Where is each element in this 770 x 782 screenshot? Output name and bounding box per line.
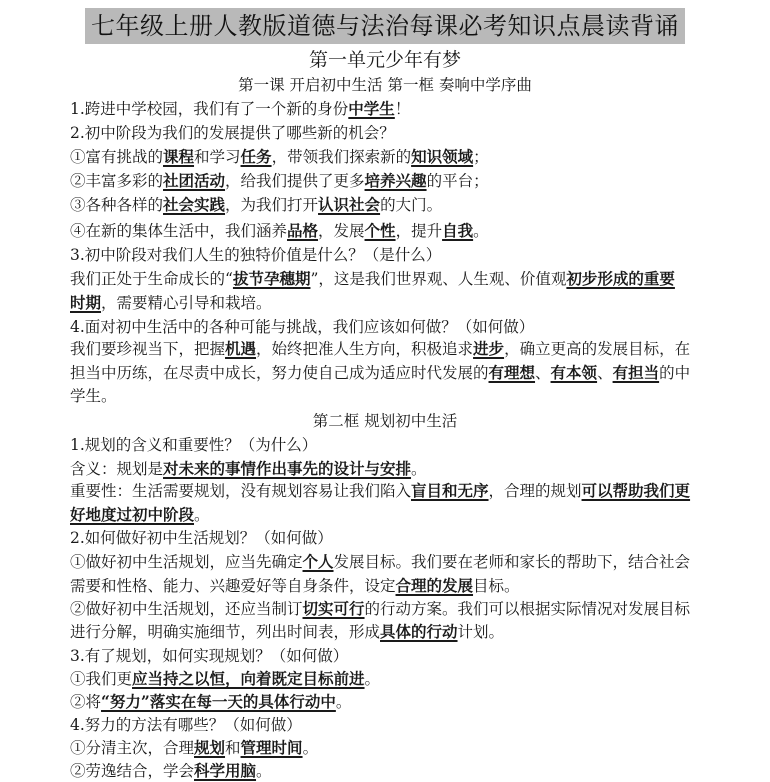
key-term: “努力”落实在每一天的具体行动中	[101, 692, 336, 711]
text-line	[70, 244, 720, 266]
text-segment: 。	[194, 506, 210, 524]
key-term: 对未来的事情作出事先的设计与安排	[163, 459, 412, 478]
text-segment: ，确立更高的发展目标，在	[504, 340, 691, 358]
section2-heading: 第二框 规划初中生活	[312, 412, 458, 430]
text-line	[70, 458, 720, 480]
text-segment: ，给我们提供了更多	[225, 172, 365, 190]
text-segment: 。	[364, 670, 381, 688]
text-segment: 、	[535, 364, 551, 382]
key-term: 认识社会	[318, 195, 381, 214]
text-segment: ，提升	[395, 222, 443, 240]
text-segment: 重要性：生活需要规划，没有规划容易让我们陷入	[70, 482, 412, 500]
key-term: 盲目和无序	[411, 481, 489, 500]
text-segment: ②将	[70, 693, 102, 711]
text-segment: 发展目标。我们要在老师和家长的帮助下，结合社会	[333, 553, 691, 571]
text-segment: 3.初中阶段对我们人生的独特价值是什么？（是什么）	[70, 246, 442, 264]
unit-heading: 第一单元少年有梦	[308, 49, 461, 71]
text-segment: 4.面对初中生活中的各种可能与挑战，我们应该如何做？（如何做）	[70, 318, 535, 336]
text-segment: ，需要精心引导和栽培。	[101, 294, 272, 312]
text-segment: ！	[394, 100, 411, 118]
text-line	[70, 316, 720, 338]
text-line	[70, 122, 720, 144]
key-term: 可以帮助我们更	[581, 481, 691, 500]
key-term: 有本领	[550, 363, 598, 382]
text-segment: ①做好初中生活规划，应当先确定	[70, 553, 303, 571]
text-line	[70, 385, 720, 407]
text-segment: ①富有挑战的	[70, 148, 164, 166]
document-title: 七年级上册人教版道德与法治每课必考知识点晨读背诵	[85, 8, 685, 44]
text-segment: ②丰富多彩的	[70, 172, 164, 190]
text-segment: 2.初中阶段为我们的发展提供了哪些新的机会？	[70, 124, 395, 142]
text-segment: 需要和性格、能力、兴趣爱好等自身条件，设定	[70, 577, 396, 595]
key-term: 切实可行	[302, 599, 365, 618]
text-segment: 和	[225, 739, 241, 757]
text-segment: ”，这是我们世界观、人生观、价值观	[310, 270, 567, 288]
key-term: 管理时间	[240, 738, 303, 757]
text-line	[70, 551, 720, 573]
text-line	[70, 645, 720, 667]
text-segment: ；	[473, 148, 489, 166]
key-term: 任务	[240, 147, 272, 166]
text-segment: 4.努力的方法有哪些？（如何做）	[70, 716, 302, 734]
title-block	[0, 8, 770, 44]
text-segment: 的大门。	[380, 196, 443, 214]
text-segment: 。	[335, 693, 352, 711]
text-segment: ①我们更	[70, 670, 133, 688]
text-segment: 1.规划的含义和重要性？（为什么）	[70, 436, 318, 454]
text-segment: 进行分解，明确实施细节，列出时间表，形成	[70, 623, 381, 641]
text-segment: 2.如何做好初中生活规划？（如何做）	[70, 529, 333, 547]
text-segment: ，始终把准人生方向，积极追求	[256, 340, 474, 358]
text-segment: 3.有了规划，如何实现规划？（如何做）	[70, 647, 349, 665]
key-term: 课程	[163, 147, 195, 166]
text-line	[70, 737, 720, 759]
key-term: 机遇	[225, 339, 257, 358]
key-term: 规划	[194, 738, 226, 757]
text-segment: 。	[302, 739, 319, 757]
key-term: 拔节孕穗期	[232, 269, 311, 288]
text-segment: 目标。	[473, 577, 520, 595]
text-line	[70, 292, 720, 314]
text-line	[70, 714, 720, 736]
text-line	[70, 146, 720, 168]
key-term: 有理想	[488, 363, 536, 382]
key-term: 自我	[442, 221, 474, 240]
text-segment: 、	[597, 364, 613, 382]
text-segment: ，发展	[318, 222, 365, 240]
text-segment: 的平台；	[426, 172, 489, 190]
text-segment: 和学习	[194, 148, 241, 166]
text-segment: ①分清主次，合理	[70, 739, 195, 757]
key-term: 好地度过初中阶段	[70, 505, 195, 524]
text-segment: ②做好初中生活规划，还应当制订	[70, 600, 303, 618]
text-line	[70, 668, 720, 690]
text-line	[70, 480, 720, 502]
text-line	[70, 527, 720, 549]
text-line	[70, 598, 720, 620]
text-segment: 的中	[659, 364, 691, 382]
key-term: 有担当	[612, 363, 660, 382]
text-line	[70, 170, 720, 192]
text-line	[70, 220, 720, 242]
text-line	[70, 504, 720, 526]
text-line	[70, 760, 720, 782]
text-segment: ，带领我们探索新的	[271, 148, 412, 166]
key-term: 时期	[70, 293, 102, 312]
text-segment: ②劳逸结合，学会	[70, 762, 195, 780]
text-line	[70, 691, 720, 713]
text-line	[70, 268, 720, 290]
text-segment: 担当中历练，在尽责中成长，努力使自己成为适应时代发展的	[70, 364, 489, 382]
text-segment: ，为我们打开	[225, 196, 319, 214]
key-term: 培养兴趣	[364, 171, 427, 190]
text-segment: ④在新的集体生活中，我们涵养	[70, 222, 288, 240]
text-line	[70, 575, 720, 597]
text-line	[70, 434, 720, 456]
text-segment: 。	[411, 460, 427, 478]
key-term: 知识领域	[411, 147, 474, 166]
text-segment: ，合理的规划	[488, 482, 582, 500]
text-line	[70, 98, 720, 120]
text-segment: 。	[473, 222, 489, 240]
key-term: 品格	[287, 221, 319, 240]
text-segment: 的行动方案。我们可以根据实际情况对发展目标	[364, 600, 691, 618]
key-term: 中学生	[348, 99, 395, 118]
text-segment: 学生。	[70, 387, 117, 405]
text-line	[70, 362, 720, 384]
lesson-heading: 第一课 开启初中生活 第一框 奏响中学序曲	[238, 76, 532, 94]
key-term: 初步形成的重要	[566, 269, 675, 288]
text-line	[70, 621, 720, 643]
key-term: 社团活动	[163, 171, 226, 190]
text-segment: 我们正处于生命成长的“	[70, 270, 233, 288]
text-segment: 含义：规划是	[70, 460, 164, 478]
text-segment: 1.跨进中学校园，我们有了一个新的身份	[70, 100, 349, 118]
key-term: 合理的发展	[395, 576, 474, 595]
text-segment: ③各种各样的	[70, 196, 164, 214]
key-term: 个性	[364, 221, 396, 240]
key-term: 应当持之以恒，向着既定目标前进	[132, 669, 365, 688]
key-term: 具体的行动	[380, 622, 458, 641]
key-term: 社会实践	[163, 195, 226, 214]
key-term: 个人	[302, 552, 334, 571]
key-term: 科学用脑	[194, 761, 257, 780]
text-line	[70, 194, 720, 216]
text-segment: 。	[256, 762, 272, 780]
text-line	[70, 338, 720, 360]
text-segment: 我们要珍视当下，把握	[70, 340, 226, 358]
text-segment: 计划。	[457, 623, 505, 641]
key-term: 进步	[473, 339, 505, 358]
